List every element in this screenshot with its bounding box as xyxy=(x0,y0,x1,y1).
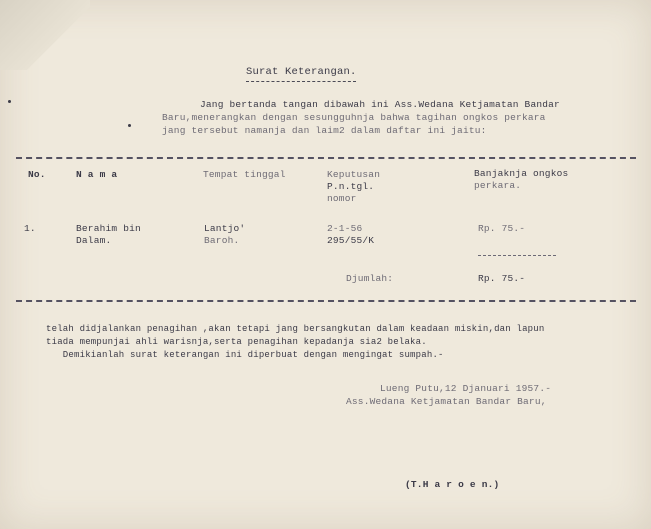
letter-title: Surat Keterangan. xyxy=(246,66,357,78)
row-keputusan: 295/55/K xyxy=(327,235,375,246)
header-nama: N a m a xyxy=(76,169,118,180)
row-nama: Dalam. xyxy=(76,235,112,246)
ink-dot xyxy=(128,124,131,127)
closing-line: telah didjalankan penagihan ,akan tetapi jang bersangkutan dalam keadaan miskin,dan lapun xyxy=(46,324,545,334)
header-banjaknja: Banjaknja ongkos xyxy=(474,168,569,179)
signatory-name: (T.H a r o e n.) xyxy=(405,479,500,490)
table-top-rule xyxy=(16,157,636,159)
intro-line: jang tersebut namanja dan laim2 dalam daftar ini jaitu: xyxy=(162,125,487,136)
header-tempat-tinggal: Tempat tinggal xyxy=(203,169,286,180)
row-tempat: Lantjo' xyxy=(204,223,246,234)
total-label: Djumlah: xyxy=(346,273,394,284)
table-bottom-rule xyxy=(16,300,636,302)
signature-office: Ass.Wedana Ketjamatan Bandar Baru, xyxy=(346,396,547,407)
row-keputusan: 2-1-56 xyxy=(327,223,363,234)
intro-line: Baru,menerangkan dengan sesungguhnja bahwa tagihan ongkos perkara xyxy=(162,112,546,123)
total-value: Rp. 75.- xyxy=(478,273,526,284)
header-keputusan: nomor xyxy=(327,193,357,204)
place-date: Lueng Putu,12 Djanuari 1957.- xyxy=(380,383,552,394)
closing-line: tiada mempunjai ahli warisnja,serta penagihan kepadanja sia2 belaka. xyxy=(46,337,427,347)
header-keputusan: Keputusan xyxy=(327,169,381,180)
row-banjaknja: Rp. 75.- xyxy=(478,223,526,234)
row-tempat: Baroh. xyxy=(204,235,240,246)
row-no: 1. xyxy=(24,223,36,234)
row-nama: Berahim bin xyxy=(76,223,141,234)
header-no: No. xyxy=(28,169,46,180)
intro-line: Jang bertanda tangan dibawah ini Ass.Wedana Ketjamatan Bandar xyxy=(200,99,560,110)
ink-dot xyxy=(8,100,11,103)
header-keputusan: P.n.tgl. xyxy=(327,181,375,192)
closing-line: Demikianlah surat keterangan ini diperbuat dengan mengingat sumpah.- xyxy=(46,350,444,360)
title-underline xyxy=(246,81,356,82)
subtotal-rule xyxy=(478,255,556,256)
header-banjaknja: perkara. xyxy=(474,180,522,191)
folded-corner xyxy=(0,0,90,70)
